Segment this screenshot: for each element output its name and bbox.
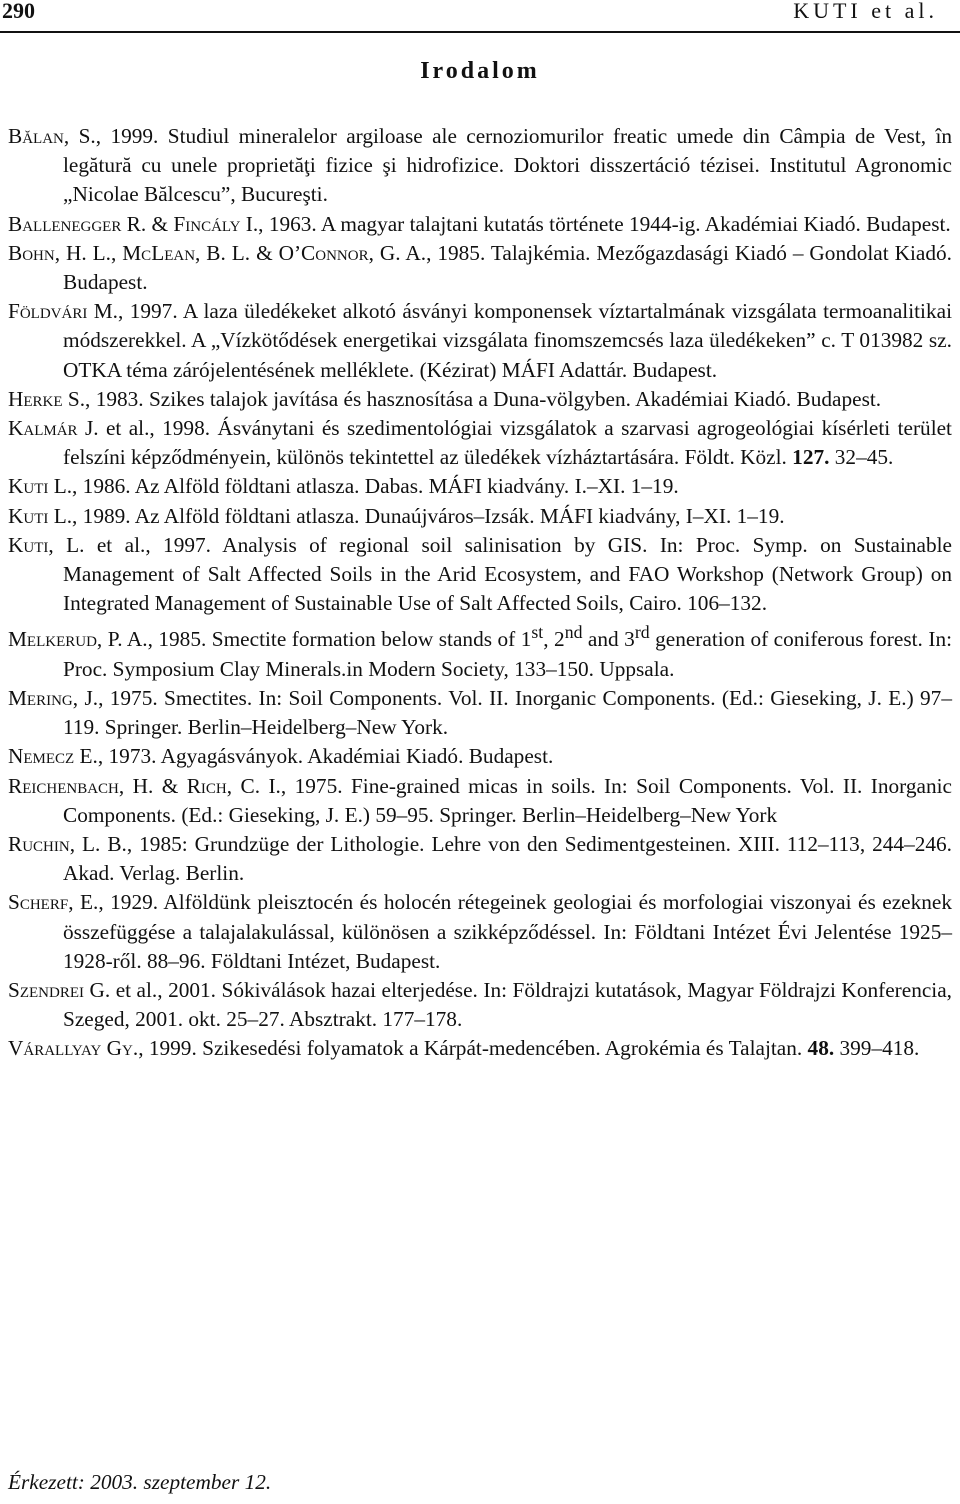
reference-entry xyxy=(8,210,952,239)
reference-text: , 1975. Fine-grained micas in soils. In: Soil Components. Vol. II. Inorganic Components. (Ed.: Gieseking, J. E.) 59–95. Springer. Berlin–Heidelberg–New York xyxy=(63,773,952,827)
reference-entry xyxy=(8,742,952,771)
reference-author: Reichenbach, H. & Rich, C. I. xyxy=(8,773,281,798)
reference-author: Bohn, H. L., McLean, B. L. & O’Connor, G. A. xyxy=(8,240,427,265)
reference-text: , 1963. A magyar talajtani kutatás története 1944-ig. Akadémiai Kiadó. Budapest. xyxy=(258,211,951,236)
reference-entry xyxy=(8,1034,952,1063)
running-head: KUTI et al. xyxy=(793,0,938,23)
reference-text: and 3 xyxy=(582,627,635,652)
received-date: Érkezett: 2003. szeptember 12. xyxy=(8,1470,272,1494)
reference-entry xyxy=(8,502,952,531)
reference-text: , 1999. Szikesedési folyamatok a Kárpát-medencében. Agrokémia és Talajtan. xyxy=(138,1036,808,1061)
reference-text: , 1973. Agyagásványok. Akadémiai Kiadó. Budapest. xyxy=(97,744,554,769)
reference-author: Földvári M. xyxy=(8,299,118,324)
reference-volume: 127. xyxy=(792,445,830,470)
reference-text: , 2 xyxy=(543,627,565,652)
reference-entry xyxy=(8,976,952,1034)
reference-entry xyxy=(8,684,952,742)
reference-text: , 1986. Az Alföld földtani atlasza. Dabas. MÁFI kiadvány. I.–XI. 1–19. xyxy=(72,474,679,499)
reference-author: Bălan, S. xyxy=(8,124,96,148)
reference-author: Kuti, L. xyxy=(8,532,85,557)
reference-entry xyxy=(8,531,952,619)
reference-text: et al., 1998. Ásványtani és szedimentológiai vizsgálatok a szarvasi agrogeológiai kísérleti terület felszíni képződményein, különös tekintettel az üledékek vízháztartására. Földt. Közl. xyxy=(63,416,952,470)
reference-author: Mering, J. xyxy=(8,685,99,710)
ordinal-suffix: rd xyxy=(634,622,650,643)
reference-text: generation of coniferous forest. In: Proc. Symposium Clay Minerals.in Modern Society, 133–150. Uppsala. xyxy=(63,627,953,681)
reference-author: Várallyay Gy. xyxy=(8,1036,139,1061)
reference-entry xyxy=(8,618,952,684)
reference-entry xyxy=(8,122,952,210)
reference-text: , 1929. Alföldünk pleisztocén és holocén rétegeinek geologiai és morfologiai viszonyai és ezeknek összefüggése a talajalakulással, különösen a szikképződéssel. In: Földtani Intézet Évi Jelentése 1925–1928-ről. 88–96. Földtani Intézet, Budapest. xyxy=(63,890,952,973)
reference-entry xyxy=(8,239,952,297)
reference-text: , 1997. A laza üledékeket alkotó ásványi komponensek víztartalmának vizsgálata termoanalitikai módszerekkel. A „Vízkötődések energetikai vizsgálata finomszemcsés laza üledékeken” c. T 013982 sz. OTKA téma zárójelentésének melléklete. (Kézirat) MÁFI Adattár. Budapest. xyxy=(63,299,952,382)
reference-text: , 1985. Smectite formation below stands of 1 xyxy=(147,627,532,652)
reference-author: Ballenegger R. & Fincály I. xyxy=(8,211,259,236)
reference-list xyxy=(8,122,952,1064)
reference-author: Scherf, E. xyxy=(8,890,99,915)
reference-entry xyxy=(8,385,952,414)
reference-entry xyxy=(8,297,952,385)
page-header xyxy=(0,0,960,32)
reference-author: Melkerud, P. A. xyxy=(8,627,148,652)
reference-text: , 1999. Studiul mineralelor argiloase ale cernoziomurilor freatic umede din Câmpia de Vest, în legătură cu unele proprietăţi fizice şi hidrofizice. Doktori disszertáció tézisei. Institutul Agronomic „Nicolae Bălcescu”, Bucureşti. xyxy=(63,124,953,207)
reference-author: Ruchin, L. B. xyxy=(8,831,127,856)
reference-entry xyxy=(8,772,952,830)
page-number: 290 xyxy=(2,0,35,23)
reference-text: , 1985. Talajkémia. Mezőgazdasági Kiadó – Gondolat Kiadó. Budapest. xyxy=(63,240,953,295)
reference-author: Herke S. xyxy=(8,386,86,411)
reference-volume: 48. xyxy=(807,1036,835,1061)
reference-entry xyxy=(8,830,952,888)
reference-author: Kalmár J. xyxy=(8,416,99,441)
reference-pages: 399–418. xyxy=(834,1036,920,1061)
reference-text: , 1985: Grundzüge der Lithologie. Lehre von den Sedimentgesteinen. XIII. 112–113, 244–246. Akad. Verlag. Berlin. xyxy=(63,831,952,886)
header-rule xyxy=(0,31,960,33)
reference-entry xyxy=(8,414,952,472)
reference-entry xyxy=(8,472,952,501)
section-title: Irodalom xyxy=(420,58,540,84)
reference-author: Kuti L. xyxy=(8,503,73,528)
reference-entry xyxy=(8,888,952,976)
reference-text: , 1975. Smectites. In: Soil Components. Vol. II. Inorganic Components. (Ed.: Gieseking, J. E.) 97–119. Springer. Berlin–Heidelberg–New York. xyxy=(63,685,952,740)
reference-text: , 1983. Szikes talajok javítása és hasznosítása a Duna-völgyben. Akadémiai Kiadó. Budapest. xyxy=(85,386,882,411)
ordinal-suffix: nd xyxy=(564,622,583,643)
ordinal-suffix: st xyxy=(531,622,544,643)
reference-pages: 32–45. xyxy=(829,445,894,470)
reference-text: et al., 2001. Sókiválások hazai elterjedése. In: Földrajzi kutatások, Magyar Földrajzi Konferencia, Szeged, 2001. okt. 25–27. Absztrakt. 177–178. xyxy=(63,977,952,1032)
reference-author: Szendrei G. xyxy=(8,977,111,1002)
reference-author: Nemecz E. xyxy=(8,744,98,769)
reference-author: Kuti L. xyxy=(8,474,73,499)
reference-text: , 1989. Az Alföld földtani atlasza. Dunaújváros–Izsák. MÁFI kiadvány, I–XI. 1–19. xyxy=(72,503,785,528)
reference-text: et al., 1997. Analysis of regional soil salinisation by GIS. In: Proc. Symp. on Sustainable Management of Salt Affected Soils in the Arid Ecosystem, and FAO Workshop (Network Group) on Integrated Management of Sustainable Use of Salt Affected Soils, Cairo. 106–132. xyxy=(63,532,952,616)
